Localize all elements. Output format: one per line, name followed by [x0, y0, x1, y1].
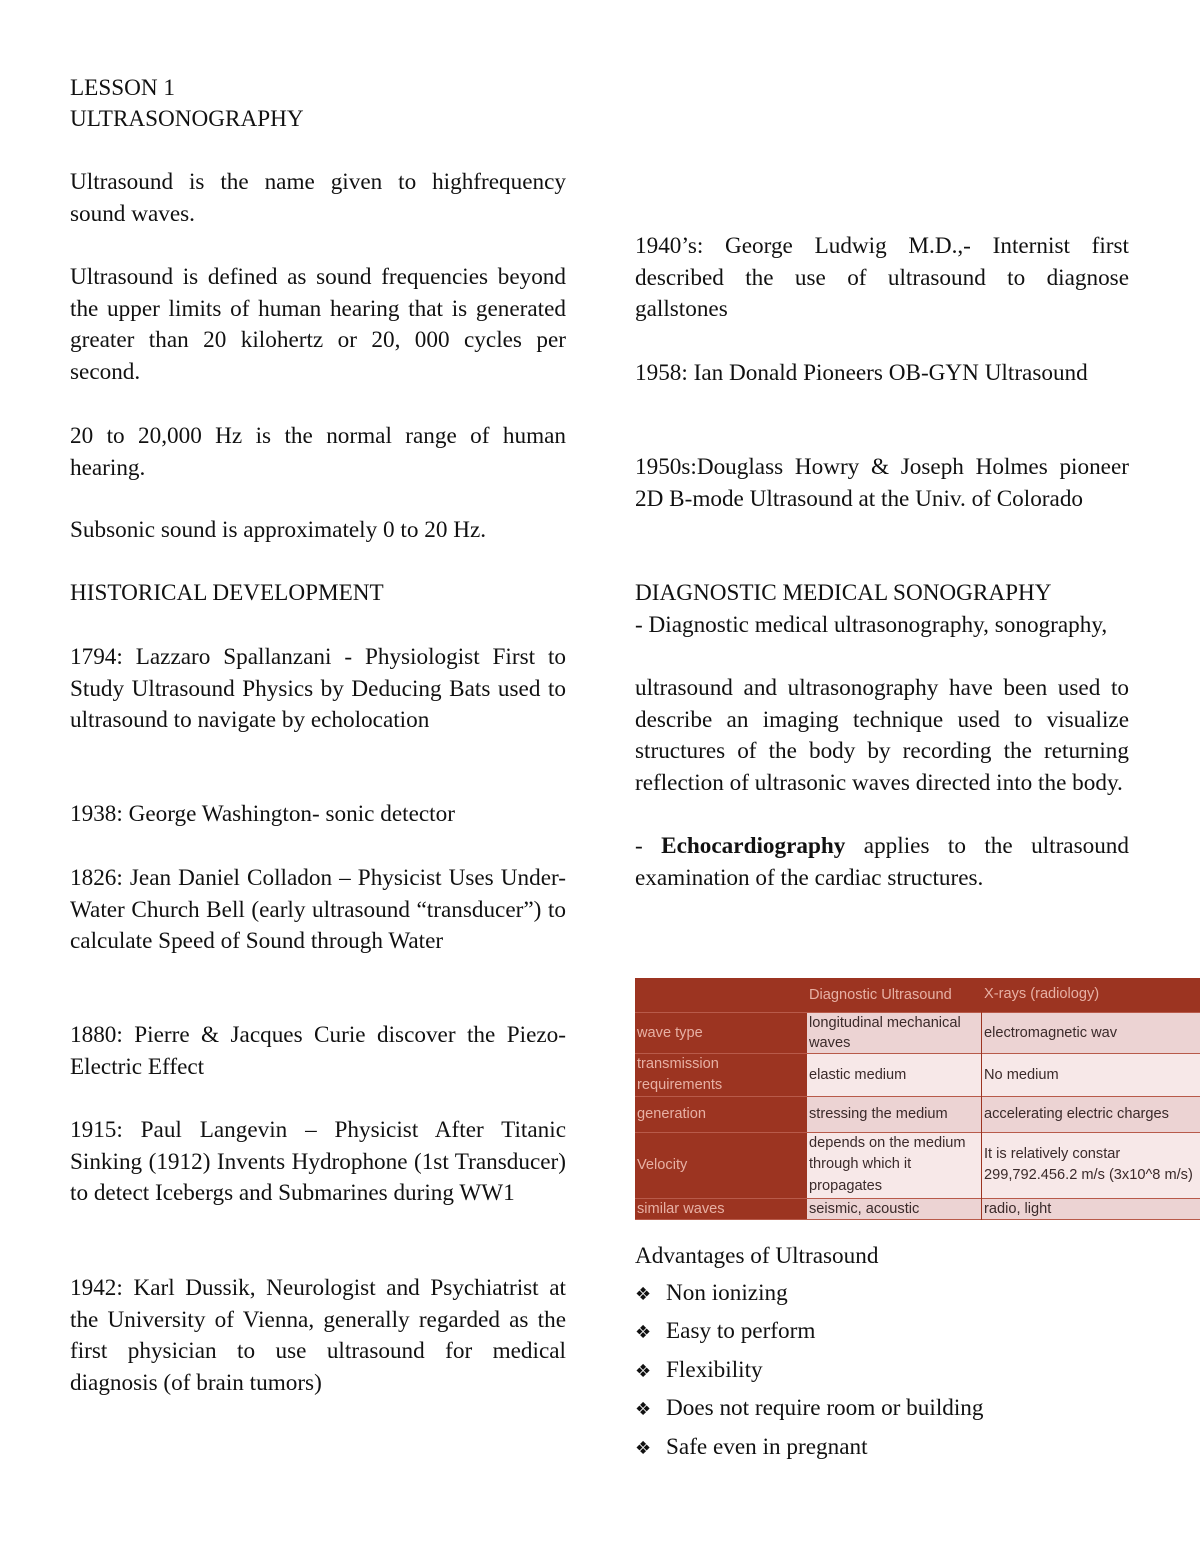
table-cell: Velocity — [635, 1132, 807, 1198]
paragraph-hearing-range: 20 to 20,000 Hz is the normal range of human hearing. — [70, 423, 566, 481]
echo-dash: - — [635, 833, 662, 859]
table-cell: wave type — [635, 1012, 807, 1053]
list-item — [635, 1313, 1129, 1352]
table-cell: longitudinal mechanical waves — [807, 1012, 982, 1053]
echo-description: applies to the ultrasound examination of the cardiac structures. — [635, 833, 1129, 891]
advantage-text: Flexibility — [666, 1356, 763, 1383]
table-row — [635, 1012, 1200, 1053]
table-cell: transmission requirements — [635, 1053, 807, 1096]
lesson-number: LESSON 1 — [70, 75, 176, 101]
page-title: ULTRASONOGRAPHY — [70, 106, 304, 132]
advantage-text: Easy to perform — [666, 1318, 816, 1344]
history-1942: 1942: Karl Dussik, Neurologist and Psychiatrist at the University of Vienna, generally regarded as the first physician to use ultrasound for medical diagnosis (of brain tumors) — [70, 1275, 566, 1396]
table-row — [635, 1132, 1200, 1198]
table-header-cell: Diagnostic Ultrasound — [807, 978, 982, 1012]
table-header-cell: X-rays (radiology) — [982, 978, 1200, 1012]
advantages-section — [635, 1238, 1129, 1467]
diamond-bullet-icon: ❖ — [635, 1360, 652, 1382]
diamond-bullet-icon: ❖ — [635, 1283, 652, 1305]
history-1958: 1958: Ian Donald Pioneers OB-GYN Ultrasound — [635, 360, 1088, 386]
history-1794: 1794: Lazzaro Spallanzani - Physiologist First to Study Ultrasound Physics by Deducing Bats used to ultrasound to navigate by echolocation — [70, 644, 566, 734]
advantage-text: Does not require room or building — [666, 1395, 984, 1421]
table-row — [635, 1053, 1200, 1096]
table-cell: similar waves — [635, 1198, 807, 1219]
table-cell: It is relatively constar 299,792.456.2 m/s (3x10^8 m/s) — [982, 1132, 1200, 1198]
history-1940s: 1940’s: George Ludwig M.D.,- Internist first described the use of ultrasound to diagnose gallstones — [635, 233, 1129, 323]
diamond-bullet-icon: ❖ — [635, 1322, 652, 1343]
diamond-bullet-icon: ❖ — [635, 1399, 652, 1420]
list-item — [635, 1352, 1129, 1391]
list-item — [635, 1429, 1129, 1468]
history-1826: 1826: Jean Daniel Colladon – Physicist Uses Under-Water Church Bell (early ultrasound “transducer”) to calculate Speed of Sound through Water — [70, 865, 566, 955]
table-cell: electromagnetic wav — [982, 1012, 1200, 1053]
paragraph-definition: Ultrasound is the name given to highfrequency sound waves. — [70, 169, 566, 227]
advantage-text: Non ionizing — [666, 1279, 788, 1306]
sonography-description: ultrasound and ultrasonography have been used to describe an imaging technique used to visualize structures of the body by recording the returning reflection of ultrasonic waves directed into the body. — [635, 675, 1129, 796]
table-row — [635, 1096, 1200, 1132]
table-cell: accelerating electric charges — [982, 1096, 1200, 1132]
paragraph-subsonic: Subsonic sound is approximately 0 to 20 Hz. — [70, 517, 487, 543]
diamond-bullet-icon: ❖ — [635, 1437, 652, 1459]
table-cell: elastic medium — [807, 1053, 982, 1096]
history-1915: 1915: Paul Langevin – Physicist After Titanic Sinking (1912) Invents Hydrophone (1st Transducer) to detect Icebergs and Submarines during WW1 — [70, 1117, 566, 1207]
table-cell: stressing the medium — [807, 1096, 982, 1132]
table-cell: No medium — [982, 1053, 1200, 1096]
table-header-row — [635, 978, 1200, 1012]
paragraph-frequency: Ultrasound is defined as sound frequencies beyond the upper limits of human hearing that is generated greater than 20 kilohertz or 20, 000 cycles per second. — [70, 264, 566, 385]
list-item — [635, 1390, 1129, 1429]
sonography-line-1: - Diagnostic medical ultrasonography, sonography, — [635, 612, 1108, 638]
table-cell: radio, light — [982, 1198, 1200, 1219]
table-cell: generation — [635, 1096, 807, 1132]
echo-term: Echocardiography — [661, 833, 846, 859]
comparison-table — [635, 978, 1200, 1220]
history-1880: 1880: Pierre & Jacques Curie discover the Piezo-Electric Effect — [70, 1022, 566, 1080]
comparison-table-image — [635, 978, 1193, 1217]
echocardiography-paragraph — [635, 831, 1129, 894]
advantage-text: Safe even in pregnant — [666, 1433, 868, 1460]
table-row — [635, 1198, 1200, 1219]
list-item — [635, 1275, 1129, 1314]
section-heading-sonography: DIAGNOSTIC MEDICAL SONOGRAPHY — [635, 580, 1052, 606]
advantages-heading: Advantages of Ultrasound — [635, 1243, 879, 1269]
table-cell: seismic, acoustic — [807, 1198, 982, 1219]
section-heading-history: HISTORICAL DEVELOPMENT — [70, 580, 384, 606]
history-1938: 1938: George Washington- sonic detector — [70, 801, 455, 827]
history-1950s: 1950s:Douglass Howry & Joseph Holmes pioneer 2D B-mode Ultrasound at the Univ. of Colorado — [635, 454, 1129, 512]
table-cell: depends on the medium through which it propagates — [807, 1132, 982, 1198]
table-header-cell — [635, 978, 807, 1012]
